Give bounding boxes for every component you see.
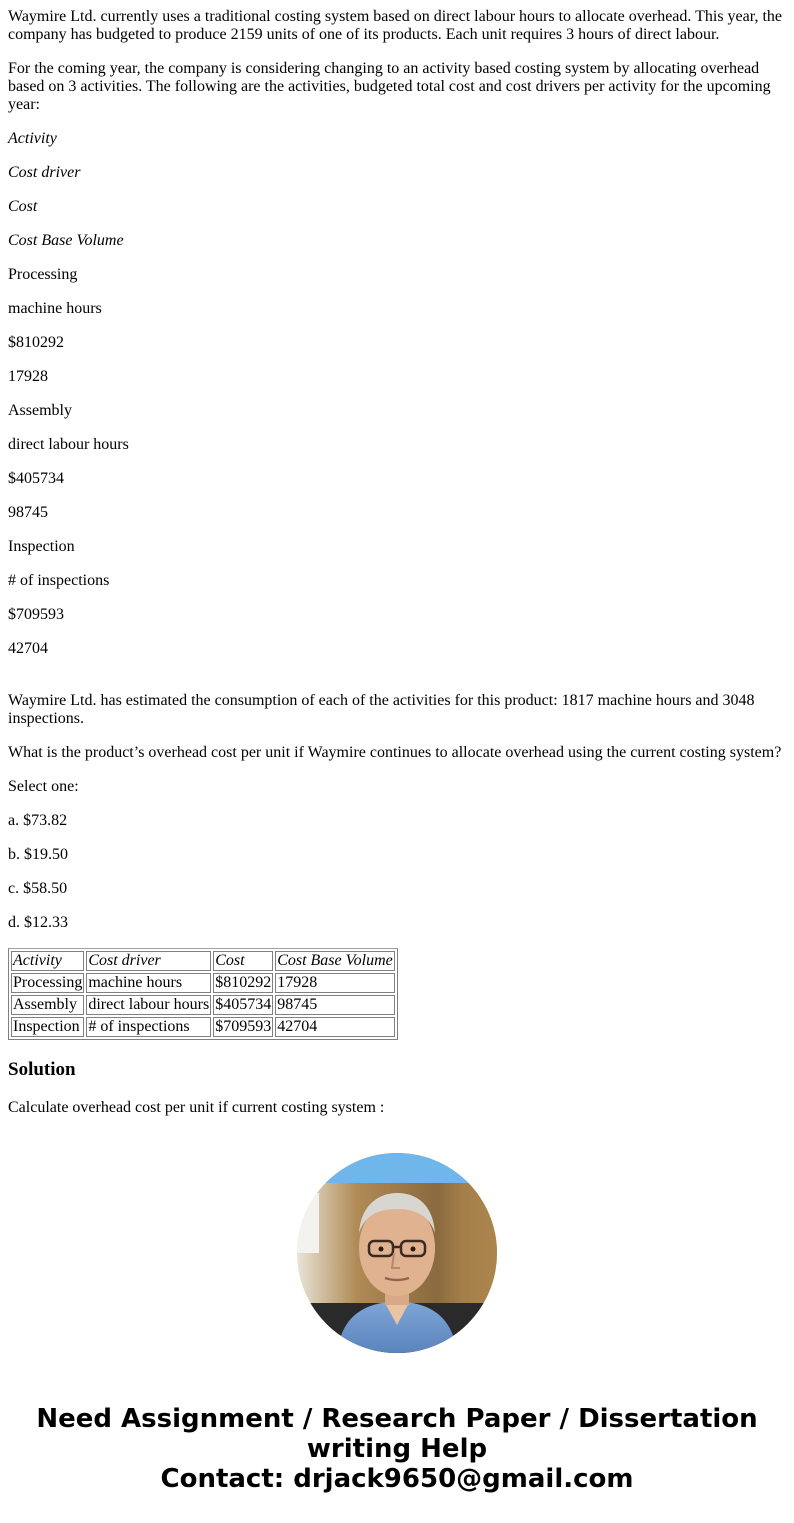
table-cell: $405734 — [215, 996, 272, 1013]
table-cell: direct labour hours — [88, 996, 210, 1013]
table-row — [11, 973, 395, 993]
list-item: $709593 — [8, 606, 64, 623]
table-cell: Inspection — [11, 1017, 84, 1037]
list-item: Inspection — [8, 538, 75, 555]
select-one-label: Select one: — [8, 778, 79, 795]
answer-option-d: d. $12.33 — [8, 914, 68, 931]
activity-cost-table — [8, 948, 398, 1040]
table-row — [11, 995, 395, 1015]
header-cost: Cost — [8, 198, 38, 215]
table-cell: 42704 — [275, 1017, 395, 1037]
table-cell: machine hours — [86, 973, 211, 993]
list-item: Processing — [8, 266, 78, 283]
table-header-cell: Activity — [11, 951, 84, 971]
table-header-row — [11, 951, 395, 971]
table-cell: # of inspections — [86, 1017, 211, 1037]
list-item: machine hours — [8, 300, 102, 317]
table-row — [11, 1017, 395, 1037]
table-header-cell: Cost — [213, 951, 273, 971]
promo-contact: Contact: drjack9650@gmail.com — [160, 1464, 634, 1494]
list-item: # of inspections — [8, 572, 110, 589]
header-cost-driver: Cost driver — [8, 164, 81, 181]
header-cost-base-volume: Cost Base Volume — [8, 232, 124, 249]
intro-paragraph-1: Waymire Ltd. currently uses a traditional costing system based on direct labour hours to allocate overhead. This year, the company has budgeted to produce 2159 units of one of its products. Each unit requires 3 hours of direct labour. — [8, 8, 782, 43]
table-cell: Processing — [13, 974, 83, 991]
answer-option-b: b. $19.50 — [8, 846, 68, 863]
question-paragraph: What is the product’s overhead cost per unit if Waymire continues to allocate overhead using the current costing system? — [8, 744, 782, 761]
promo-line-1: Need Assignment / Research Paper / Dissertation — [36, 1404, 758, 1434]
answer-option-c: c. $58.50 — [8, 880, 68, 897]
list-item: 42704 — [8, 640, 48, 657]
table-header-cell: Cost driver — [86, 951, 211, 971]
list-item: 98745 — [8, 504, 48, 521]
list-item: Assembly — [8, 402, 72, 419]
promo-line-2: writing Help — [306, 1434, 488, 1464]
list-item: $810292 — [8, 334, 64, 351]
promo-banner — [0, 1404, 794, 1494]
table-cell: $709593 — [215, 1018, 272, 1035]
estimate-paragraph: Waymire Ltd. has estimated the consumption of each of the activities for this product: 1817 machine hours and 3048 inspections. — [8, 692, 755, 727]
intro-paragraph-2: For the coming year, the company is considering changing to an activity based costing system by allocating overhead based on 3 activities. The following are the activities, budgeted total cost and cost drivers per activity for the upcoming year: — [8, 60, 771, 113]
table-cell: $810292 — [215, 974, 272, 991]
list-item: direct labour hours — [8, 436, 129, 453]
solution-text: Calculate overhead cost per unit if current costing system : — [8, 1099, 385, 1116]
table-cell: 98745 — [275, 995, 395, 1015]
solution-heading: Solution — [8, 1059, 76, 1080]
answer-option-a: a. $73.82 — [8, 812, 68, 829]
tutor-portrait-icon — [297, 1153, 497, 1353]
header-activity: Activity — [8, 130, 57, 147]
table-cell: Assembly — [11, 995, 84, 1015]
table-header-cell: Cost Base Volume — [277, 952, 393, 969]
avatar — [297, 1153, 497, 1353]
table-cell: 17928 — [275, 973, 395, 993]
list-item: $405734 — [8, 470, 64, 487]
list-item: 17928 — [8, 368, 48, 385]
